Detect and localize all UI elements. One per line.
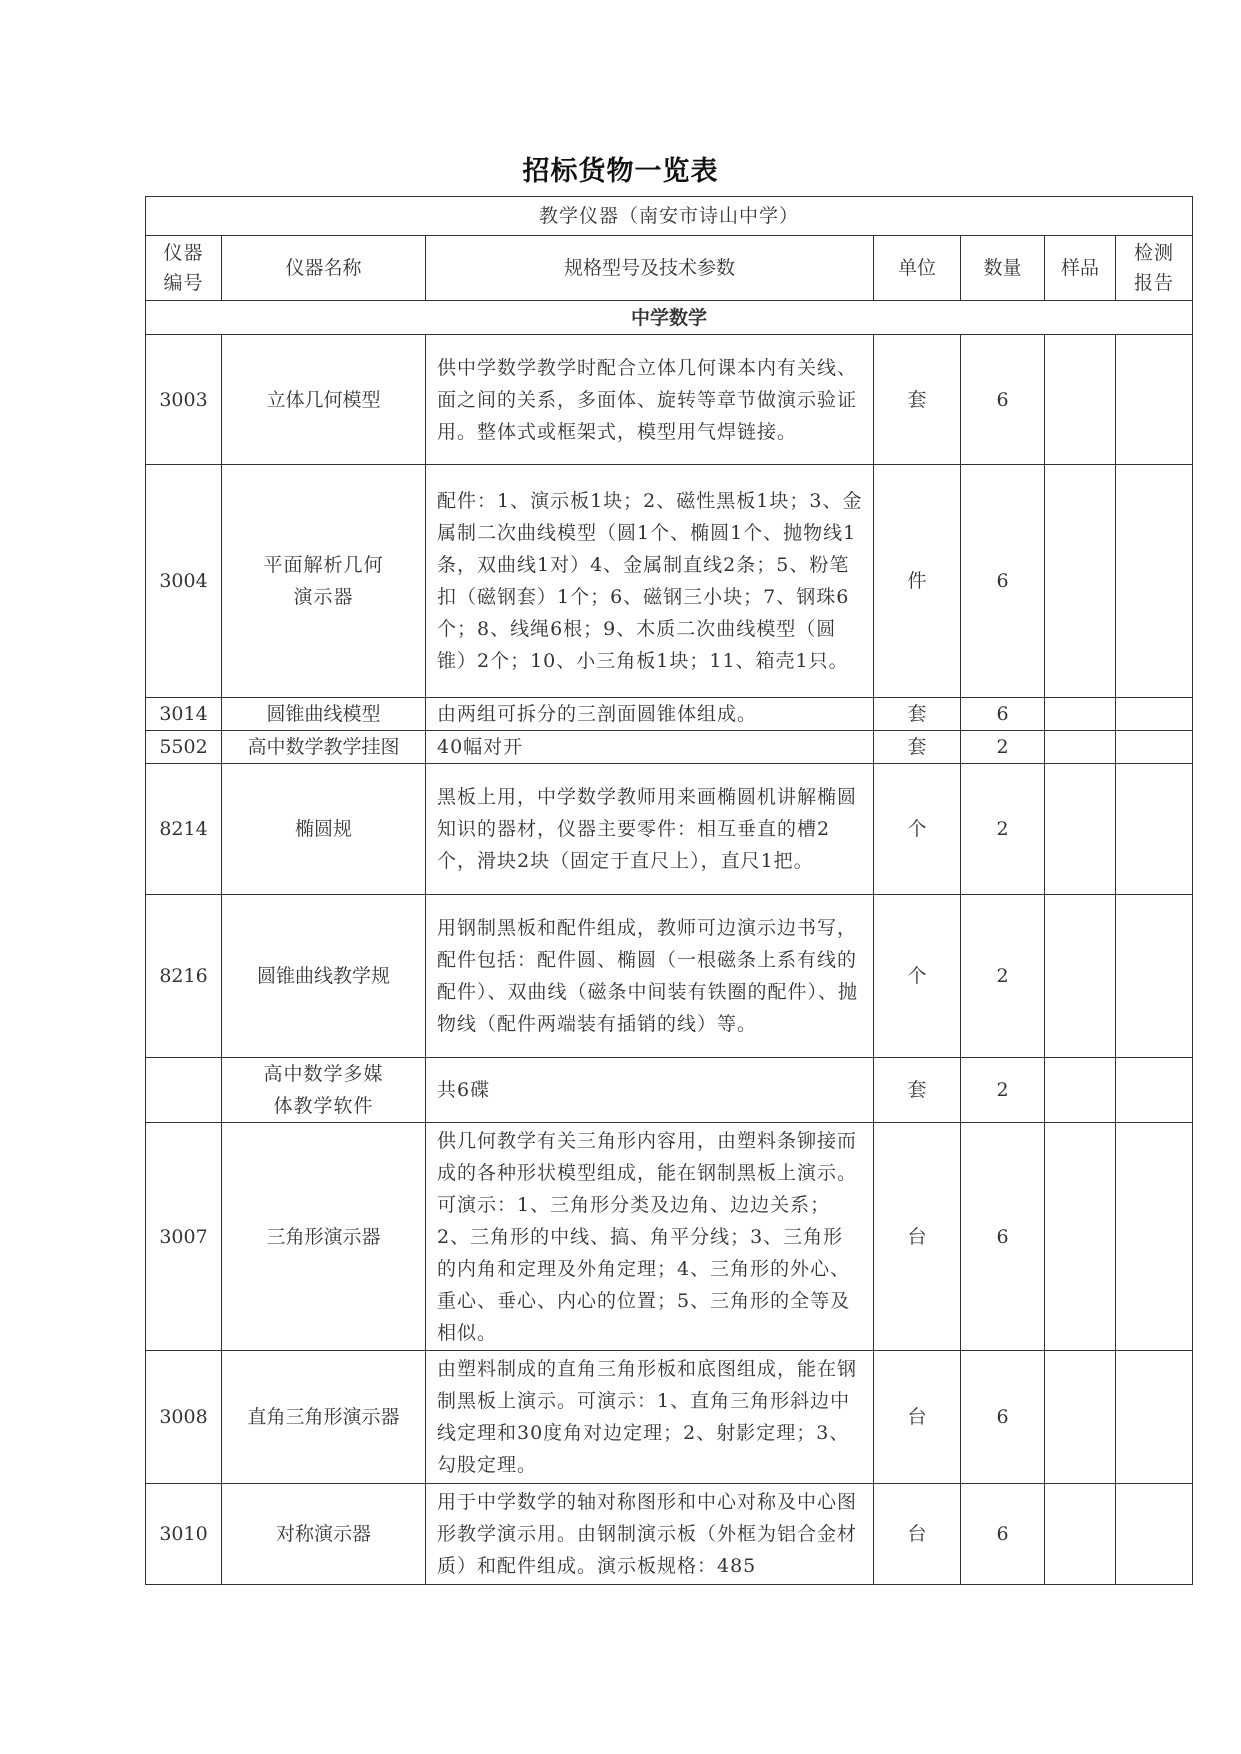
cell-spec: 黑板上用，中学数学教师用来画椭圆机讲解椭圆知识的器材，仪器主要零件：相互垂直的槽2个，滑块2块（固定于直尺上），直尺1把。	[426, 764, 874, 895]
cell-sample	[1045, 698, 1116, 731]
cell-code: 8216	[146, 895, 222, 1058]
cell-unit: 个	[874, 764, 961, 895]
cell-code: 3010	[146, 1484, 222, 1585]
table-row	[146, 1484, 1193, 1585]
cell-sample	[1045, 335, 1116, 465]
table-row	[146, 1058, 1193, 1123]
header-unit: 单位	[874, 236, 961, 301]
cell-name: 三角形演示器	[222, 1123, 426, 1351]
cell-qty: 2	[961, 1058, 1045, 1123]
cell-sample	[1045, 1058, 1116, 1123]
cell-spec: 40幅对开	[426, 731, 874, 764]
cell-sample	[1045, 1123, 1116, 1351]
table-row	[146, 1351, 1193, 1484]
cell-report	[1116, 1484, 1193, 1585]
section-title: 中学数学	[146, 301, 1193, 335]
cell-report	[1116, 731, 1193, 764]
header-spec: 规格型号及技术参数	[426, 236, 874, 301]
cell-spec: 用于中学数学的轴对称图形和中心对称及中心图形教学演示用。由钢制演示板（外框为铝合金材质）和配件组成。演示板规格：485	[426, 1484, 874, 1585]
cell-unit: 台	[874, 1351, 961, 1484]
cell-spec: 用钢制黑板和配件组成，教师可边演示边书写，配件包括：配件圆、椭圆（一根磁条上系有线的配件）、双曲线（磁条中间装有铁圈的配件）、抛物线（配件两端装有插销的线）等。	[426, 895, 874, 1058]
table-row	[146, 764, 1193, 895]
cell-qty: 6	[961, 465, 1045, 698]
cell-unit: 件	[874, 465, 961, 698]
cell-code: 3003	[146, 335, 222, 465]
table-row	[146, 1123, 1193, 1351]
cell-code: 3014	[146, 698, 222, 731]
cell-unit: 套	[874, 335, 961, 465]
cell-code: 8214	[146, 764, 222, 895]
table-row	[146, 895, 1193, 1058]
cell-sample	[1045, 764, 1116, 895]
table-row	[146, 465, 1193, 698]
header-code: 仪器编号	[146, 236, 222, 301]
caption-row	[146, 197, 1193, 236]
header-qty: 数量	[961, 236, 1045, 301]
document-title: 招标货物一览表	[522, 156, 719, 187]
cell-code: 3008	[146, 1351, 222, 1484]
header-row	[146, 236, 1193, 301]
cell-name: 椭圆规	[222, 764, 426, 895]
cell-name-text: 高中数学多媒体教学软件	[263, 1063, 384, 1117]
cell-name: 立体几何模型	[222, 335, 426, 465]
cell-name: 圆锥曲线模型	[222, 698, 426, 731]
cell-code	[146, 1058, 222, 1123]
cell-name: 高中数学教学挂图	[222, 731, 426, 764]
cell-sample	[1045, 465, 1116, 698]
cell-spec: 共6碟	[426, 1058, 874, 1123]
section-row	[146, 301, 1193, 335]
cell-name: 对称演示器	[222, 1484, 426, 1585]
cell-name: 直角三角形演示器	[222, 1351, 426, 1484]
header-name: 仪器名称	[222, 236, 426, 301]
cell-name	[222, 1058, 426, 1123]
cell-unit: 个	[874, 895, 961, 1058]
cell-code: 5502	[146, 731, 222, 764]
cell-spec: 由两组可拆分的三剖面圆锥体组成。	[426, 698, 874, 731]
cell-spec: 供几何教学有关三角形内容用，由塑料条铆接而成的各种形状模型组成，能在钢制黑板上演示。可演示：1、三角形分类及边角、边边关系；2、三角形的中线、搞、角平分线；3、三角形的内角和定理及外角定理；4、三角形的外心、重心、垂心、内心的位置；5、三角形的全等及相似。	[426, 1123, 874, 1351]
cell-unit: 套	[874, 698, 961, 731]
table-caption: 教学仪器（南安市诗山中学）	[146, 197, 1193, 236]
cell-name-text: 平面解析几何演示器	[263, 554, 384, 608]
cell-report	[1116, 895, 1193, 1058]
cell-sample	[1045, 731, 1116, 764]
cell-unit: 台	[874, 1484, 961, 1585]
cell-name: 圆锥曲线教学规	[222, 895, 426, 1058]
cell-spec: 配件：1、演示板1块；2、磁性黑板1块；3、金属制二次曲线模型（圆1个、椭圆1个、抛物线1条，双曲线1对）4、金属制直线2条；5、粉笔扣（磁钢套）1个；6、磁钢三小块；7、钢珠6个；8、线绳6根；9、木质二次曲线模型（圆锥）2个；10、小三角板1块；11、箱壳1只。	[426, 465, 874, 698]
cell-code: 3007	[146, 1123, 222, 1351]
cell-name	[222, 465, 426, 698]
cell-unit: 套	[874, 731, 961, 764]
cell-code: 3004	[146, 465, 222, 698]
cell-sample	[1045, 895, 1116, 1058]
table-row	[146, 335, 1193, 465]
cell-qty: 2	[961, 764, 1045, 895]
cell-sample	[1045, 1351, 1116, 1484]
cell-report	[1116, 1058, 1193, 1123]
goods-table	[145, 196, 1193, 1585]
cell-spec: 由塑料制成的直角三角形板和底图组成，能在钢制黑板上演示。可演示：1、直角三角形斜边中线定理和30度角对边定理；2、射影定理；3、勾股定理。	[426, 1351, 874, 1484]
cell-qty: 6	[961, 1123, 1045, 1351]
cell-unit: 套	[874, 1058, 961, 1123]
header-report: 检测报告	[1116, 236, 1193, 301]
cell-qty: 2	[961, 731, 1045, 764]
header-sample: 样品	[1045, 236, 1116, 301]
cell-qty: 6	[961, 1484, 1045, 1585]
cell-unit: 台	[874, 1123, 961, 1351]
cell-report	[1116, 335, 1193, 465]
cell-report	[1116, 1123, 1193, 1351]
cell-report	[1116, 1351, 1193, 1484]
cell-sample	[1045, 1484, 1116, 1585]
cell-qty: 6	[961, 698, 1045, 731]
table-row	[146, 731, 1193, 764]
cell-qty: 2	[961, 895, 1045, 1058]
cell-qty: 6	[961, 335, 1045, 465]
cell-report	[1116, 764, 1193, 895]
cell-qty: 6	[961, 1351, 1045, 1484]
cell-spec: 供中学数学教学时配合立体几何课本内有关线、面之间的关系，多面体、旋转等章节做演示验证用。整体式或框架式，模型用气焊链接。	[426, 335, 874, 465]
table-row	[146, 698, 1193, 731]
cell-report	[1116, 465, 1193, 698]
cell-report	[1116, 698, 1193, 731]
